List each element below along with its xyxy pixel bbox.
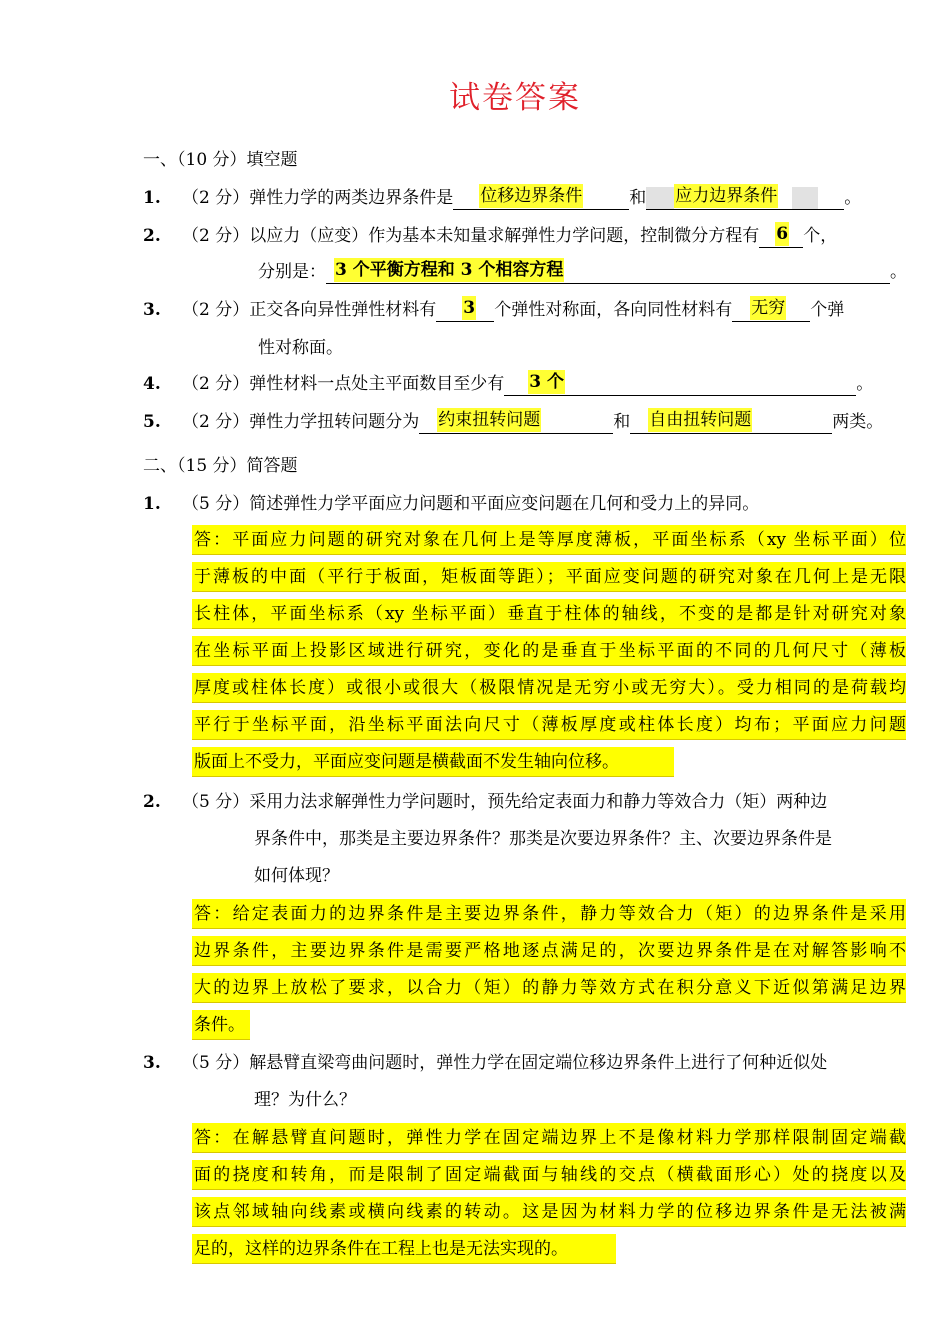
answer-2a: 6 [776,224,789,244]
q2-number: 2. [143,226,161,246]
fill-question-1: （2 分）弹性力学的两类边界条件是 位移边界条件 和 应力边界条件 。 [182,186,862,208]
answer-line: 该点邻域轴向线素或横向线素的转动。这是因为材料力学的位移边界条件是无法被满 [192,1197,906,1227]
answer-line: 于薄板的中面（平行于板面，矩板面等距）；平面应变问题的研究对象在几何上是无限 [192,562,906,592]
fill-question-2-line2: 分别是： 3 个平衡方程和 3 个相容方程 。 [258,260,907,282]
q1-number: 1. [143,188,161,208]
answer-line: 版面上不受力，平面应变问题是横截面不发生轴向位移。 [192,747,674,777]
q5-number: 5. [143,412,161,432]
answer-line: 在坐标平面上投影区域进行研究，变化的是垂直于坐标平面的不同的几何尺寸（薄板 [192,636,906,666]
answer-line: 答：给定表面力的边界条件是主要边界条件，静力等效合力（矩）的边界条件是采用 [192,899,906,929]
answer-3b: 无穷 [751,298,786,318]
s2-q1-question: （5 分）简述弹性力学平面应力问题和平面应变问题在几何和受力上的异同。 [182,494,760,514]
answer-line: 条件。 [192,1010,250,1040]
s2-q2-question-line3: 如何体现？ [254,866,339,886]
page-title: 试卷答案 [449,80,581,116]
answer-line: 答：平面应力问题的研究对象在几何上是等厚度薄板，平面坐标系（xy 坐标平面）位 [192,525,906,555]
answer-line: 足的，这样的边界条件在工程上也是无法实现的。 [192,1234,616,1264]
s2-q2-number: 2. [143,792,161,812]
s2-q1-number: 1. [143,494,161,514]
answer-line: 长柱体，平面坐标系（xy 坐标平面）垂直于柱体的轴线，不变的是都是针对研究对象 [192,599,906,629]
s2-q3-question-line2: 理？为什么？ [254,1090,356,1110]
section1-heading: 一、（10 分）填空题 [143,150,298,170]
fill-question-5: （2 分）弹性力学扭转问题分为 约束扭转问题 和 自由扭转问题 两类。 [182,410,884,432]
answer-5b: 自由扭转问题 [649,410,752,430]
answer-line: 面的挠度和转角，而是限制了固定端截面与轴线的交点（横截面形心）处的挠度以及 [192,1160,906,1190]
s2-q2-question-line2: 界条件中，那类是主要边界条件？那类是次要边界条件？主、次要边界条件是 [254,829,832,849]
fill-question-4: （2 分）弹性材料一点处主平面数目至少有 3 个 。 [182,372,874,394]
answer-5a: 约束扭转问题 [438,410,541,430]
fill-question-3-line2: 性对称面。 [258,338,343,358]
answer-1b: 应力边界条件 [675,186,778,206]
q3-number: 3. [143,300,161,320]
answer-2b: 3 个平衡方程和 3 个相容方程 [335,260,564,280]
fill-question-2: （2 分）以应力（应变）作为基本未知量求解弹性力学问题，控制微分方程有 6 个， [182,224,838,246]
s2-q3-question: （5 分）解悬臂直梁弯曲问题时，弹性力学在固定端位移边界条件上进行了何种近似处 [182,1053,828,1073]
s2-q2-question: （5 分）采用力法求解弹性力学问题时，预先给定表面力和静力等效合力（矩）两种边 [182,792,828,812]
section2-heading: 二、（15 分）简答题 [143,456,298,476]
answer-line: 大的边界上放松了要求，以合力（矩）的静力等效方式在积分意义下近似第满足边界 [192,973,906,1003]
answer-line: 边界条件，主要边界条件是需要严格地逐点满足的，次要边界条件是在对解答影响不 [192,936,906,966]
answer-line: 厚度或柱体长度）或很小或很大（极限情况是无穷小或无穷大）。受力相同的是荷载均 [192,673,906,703]
answer-line: 答：在解悬臂直问题时，弹性力学在固定端边界上不是像材料力学那样限制固定端截 [192,1123,906,1153]
s2-q3-number: 3. [143,1053,161,1073]
answer-3a: 3 [463,298,476,318]
answer-line: 平行于坐标平面，沿坐标平面法向尺寸（薄板厚度或柱体长度）均布；平面应力问题 [192,710,906,740]
fill-question-3: （2 分）正交各向异性弹性材料有 3 个弹性对称面，各向同性材料有 无穷 个弹 [182,298,845,320]
q4-number: 4. [143,374,161,394]
answer-4a: 3 个 [529,372,564,392]
answer-1a: 位移边界条件 [480,186,583,206]
